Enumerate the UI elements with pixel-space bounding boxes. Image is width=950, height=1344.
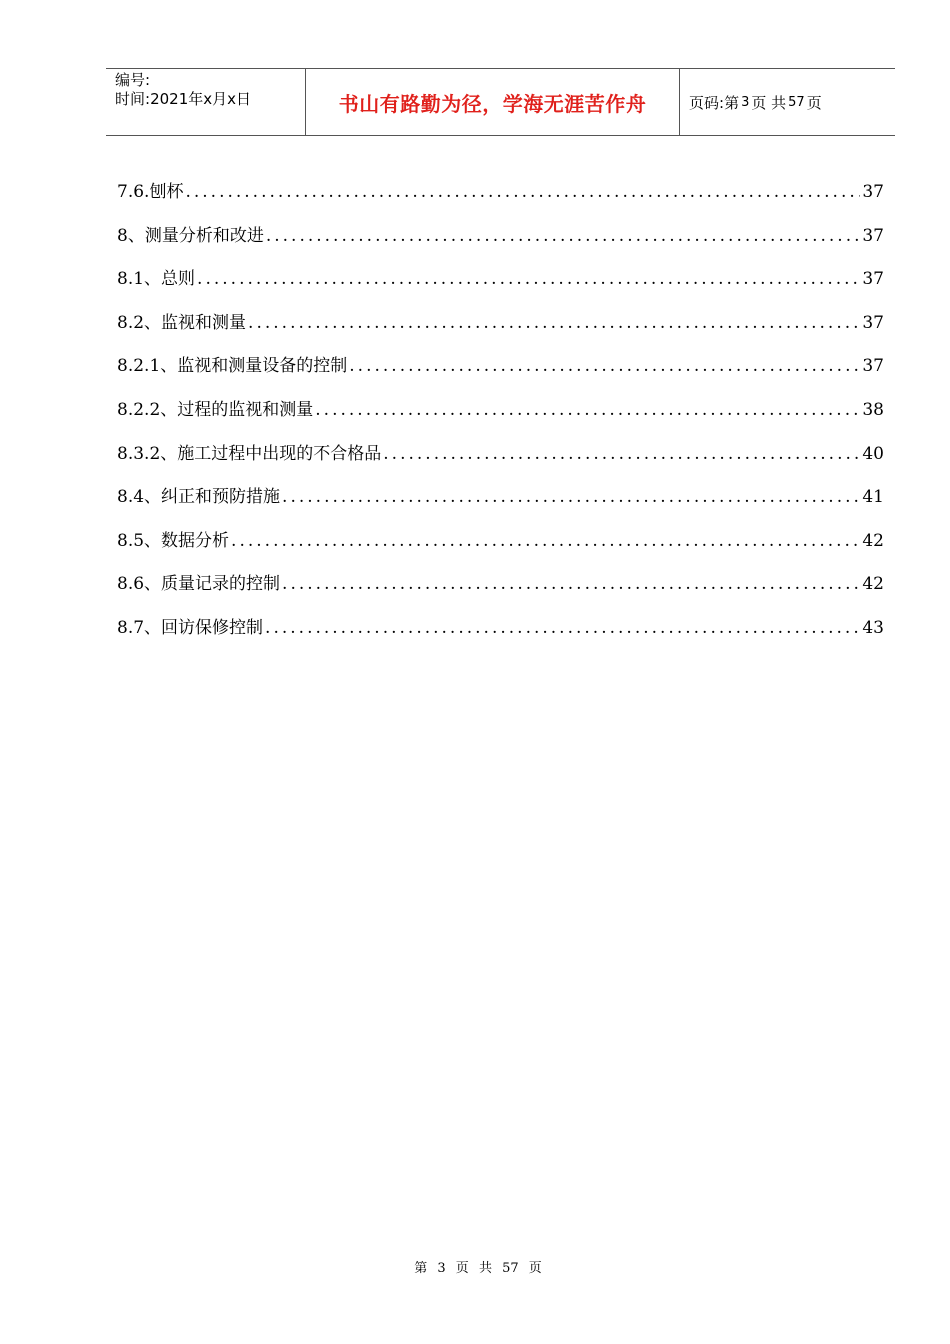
toc-entry-title: 8.2、监视和测量: [117, 312, 247, 333]
toc-entry-title: 8.7、回访保修控制: [117, 617, 264, 638]
toc-leader-dots: [315, 400, 860, 420]
toc-entry[interactable]: [117, 308, 884, 352]
page-total: 57: [788, 94, 805, 110]
toc-entry-title: 8.3.2、施工过程中出现的不合格品: [117, 443, 382, 464]
toc-entry-page: 42: [862, 574, 884, 595]
toc-leader-dots: [197, 269, 860, 289]
toc-leader-dots: [248, 313, 860, 333]
page-mid: 页 共: [751, 93, 787, 112]
toc-entry-title: 8.2.2、过程的监视和测量: [117, 399, 314, 420]
toc-entry-title: 8、测量分析和改进: [117, 225, 264, 246]
page-prefix: 第: [724, 93, 740, 112]
footer-prefix: 第: [414, 1261, 428, 1276]
toc-leader-dots: [265, 618, 860, 638]
toc-entry-title: 8.4、纠正和预防措施: [117, 487, 281, 508]
footer-mid: 页: [455, 1261, 469, 1276]
toc-entry[interactable]: [117, 351, 884, 395]
toc-leader-dots: [282, 487, 860, 507]
toc-entry-title: 8.2.1、监视和测量设备的控制: [117, 356, 348, 377]
page-suffix: 页: [806, 93, 822, 112]
code-label: 编号:: [115, 71, 151, 89]
toc-entry-page: 41: [862, 487, 884, 508]
toc-entry-title: 8.1、总则: [117, 269, 196, 290]
toc-entry[interactable]: [117, 526, 884, 570]
footer-total: 57: [502, 1261, 519, 1276]
time-value: 2021年x月x日: [150, 90, 251, 108]
toc-entry[interactable]: [117, 395, 884, 439]
header-meta: [106, 69, 306, 135]
header-page-info: [680, 69, 895, 135]
toc-leader-dots: [266, 226, 861, 246]
toc-entry-page: 38: [862, 399, 884, 420]
toc-leader-dots: [349, 356, 860, 376]
toc-entry[interactable]: [117, 439, 884, 483]
page-header: [106, 68, 895, 136]
toc-leader-dots: [185, 182, 860, 202]
footer-total-label: 共: [478, 1261, 492, 1276]
motto: 书山有路勤为径，学海无涯苦作舟: [338, 91, 647, 116]
toc-entry-page: 37: [862, 182, 884, 202]
time-label: 时间:: [115, 90, 151, 108]
table-of-contents: [117, 177, 884, 657]
toc-entry[interactable]: [117, 264, 884, 308]
toc-entry[interactable]: [117, 221, 884, 265]
toc-entry-page: 37: [862, 356, 884, 377]
toc-leader-dots: [282, 574, 860, 594]
toc-entry-title: 8.5、数据分析: [117, 530, 230, 551]
toc-entry-page: 43: [862, 617, 884, 638]
toc-entry-page: 40: [862, 443, 884, 464]
header-motto-cell: [306, 69, 680, 135]
toc-entry[interactable]: [117, 569, 884, 613]
footer-current: 3: [437, 1261, 446, 1276]
page-label: 页码:: [689, 93, 725, 112]
toc-entry-title: 7.6.刨杯: [117, 182, 184, 202]
toc-entry-page: 42: [862, 530, 884, 551]
toc-entry[interactable]: [117, 482, 884, 526]
toc-entry[interactable]: [117, 177, 884, 221]
toc-leader-dots: [383, 444, 860, 464]
page-footer: [0, 1257, 950, 1276]
time-line: [115, 90, 305, 109]
toc-leader-dots: [231, 531, 860, 551]
footer-suffix: 页: [528, 1261, 542, 1276]
toc-entry-title: 8.6、质量记录的控制: [117, 574, 281, 595]
toc-entry-page: 37: [862, 225, 884, 246]
page-current: 3: [741, 94, 750, 110]
toc-entry[interactable]: [117, 613, 884, 657]
toc-entry-page: 37: [862, 312, 884, 333]
toc-entry-page: 37: [862, 269, 884, 290]
